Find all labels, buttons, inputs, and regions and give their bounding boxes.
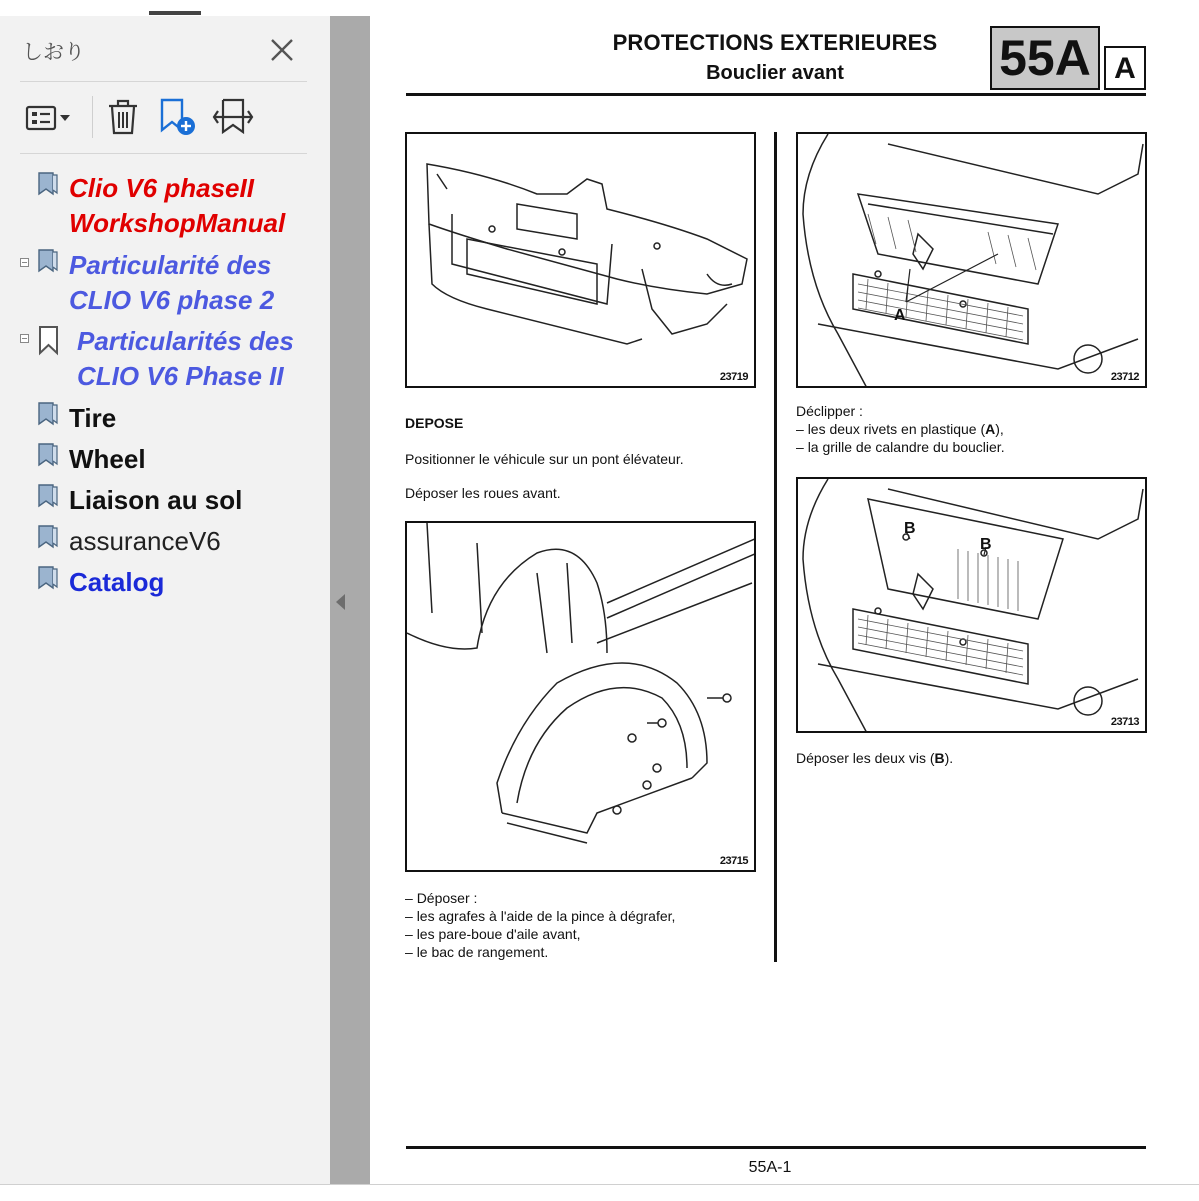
list-item: – la grille de calandre du bouclier. — [796, 438, 1005, 456]
list-item: – les agrafes à l'aide de la pince à dégrafer, — [405, 907, 675, 925]
toolbar-divider — [92, 96, 93, 138]
bookmark-page-icon — [36, 524, 60, 550]
top-bar — [0, 0, 1199, 17]
divider — [20, 81, 307, 82]
figure-number: 23715 — [719, 855, 748, 867]
bookmark-label: assuranceV6 — [69, 526, 221, 556]
bookmark-label: CLIO V6 Phase II — [77, 361, 284, 391]
panel-title: しおり — [22, 41, 85, 64]
paragraph: Positionner le véhicule sur un pont élévateur. — [405, 451, 684, 467]
bottom-bar — [0, 1184, 1199, 1201]
list-ref: A — [985, 421, 996, 437]
list-item: – les pare-boue d'aile avant, — [405, 925, 675, 943]
section-code: 55A — [990, 26, 1100, 90]
paragraph: Déposer les roues avant. — [405, 485, 561, 501]
bookmark-add-icon[interactable] — [156, 96, 200, 138]
bookmark-label: Tire — [69, 403, 117, 433]
bookmark-item[interactable] — [36, 483, 242, 518]
header-rule — [406, 93, 1146, 96]
divider — [20, 153, 307, 154]
bookmark-page-icon — [36, 565, 60, 591]
section-heading: DEPOSE — [405, 415, 464, 431]
label-b: B — [904, 520, 916, 537]
text: ). — [944, 750, 954, 766]
bookmark-label: Particularité des — [69, 250, 272, 280]
bookmark-item[interactable] — [36, 248, 274, 318]
bumper-illustration — [407, 134, 756, 388]
bookmark-label: CLIO V6 phase 2 — [69, 285, 275, 315]
bookmark-page-icon — [36, 171, 60, 197]
deposer-block — [405, 889, 675, 961]
bookmark-item[interactable] — [36, 401, 116, 436]
page-title: PROTECTIONS EXTERIEURES — [612, 30, 938, 55]
footer-rule — [406, 1146, 1146, 1149]
column-rule — [774, 132, 777, 962]
bookmark-page-icon — [36, 483, 60, 509]
bookmark-item[interactable] — [36, 171, 285, 241]
list-options-icon[interactable] — [22, 96, 76, 138]
figure-grille — [796, 132, 1147, 388]
figure-bumper — [405, 132, 756, 388]
expand-toggle[interactable] — [20, 258, 29, 267]
bookmark-outline-icon — [36, 324, 62, 356]
bookmark-page-icon — [36, 248, 60, 274]
bookmark-label: Wheel — [69, 444, 146, 474]
expand-toggle[interactable] — [20, 334, 29, 343]
label-a: A — [894, 307, 906, 324]
wheel-arch-illustration — [407, 523, 756, 872]
list-text: les deux rivets en plastique ( — [807, 421, 986, 437]
declipper-block — [796, 402, 1005, 456]
deposer-label: – Déposer : — [405, 889, 675, 907]
bookmark-label: Particularités des — [77, 326, 294, 356]
page-number: 55A-1 — [748, 1159, 792, 1176]
trash-icon[interactable] — [104, 96, 142, 138]
figure-number: 23712 — [1110, 371, 1139, 383]
document-page — [370, 16, 1199, 1184]
figure-screws — [796, 477, 1147, 733]
figure-number: 23719 — [719, 371, 748, 383]
bookmark-item[interactable] — [36, 324, 294, 394]
bookmarks-panel — [0, 16, 330, 1184]
bookmark-page-icon — [36, 442, 60, 468]
bookmark-item[interactable] — [36, 524, 221, 559]
text-ref: B — [934, 750, 945, 766]
bookmark-item[interactable] — [36, 565, 164, 600]
collapse-arrow-icon — [336, 594, 345, 610]
paragraph — [796, 749, 953, 767]
grille-illustration — [798, 134, 1147, 388]
label-b: B — [980, 536, 992, 553]
bookmark-label: Catalog — [69, 567, 165, 597]
bookmark-label: WorkshopManual — [69, 208, 286, 238]
screws-illustration — [798, 479, 1147, 733]
bookmark-item[interactable] — [36, 442, 146, 477]
text: Déposer les deux vis ( — [796, 750, 935, 766]
page-header — [600, 30, 950, 85]
panel-collapse-handle[interactable] — [330, 16, 370, 1184]
list-text: ), — [995, 421, 1004, 437]
list-item — [796, 420, 1005, 438]
figure-wheel-arch — [405, 521, 756, 872]
tab-indicator — [149, 11, 201, 15]
figure-number: 23713 — [1110, 716, 1139, 728]
section-letter: A — [1104, 46, 1146, 90]
page-subtitle: Bouclier avant — [706, 62, 844, 84]
bookmark-page-icon — [36, 401, 60, 427]
bookmark-expand-icon[interactable] — [210, 96, 256, 138]
bookmark-label: Liaison au sol — [69, 485, 243, 515]
list-item: – le bac de rangement. — [405, 943, 675, 961]
bookmark-label: Clio V6 phaseII — [69, 173, 254, 203]
close-icon[interactable] — [266, 34, 298, 66]
declipper-label: Déclipper : — [796, 403, 863, 419]
